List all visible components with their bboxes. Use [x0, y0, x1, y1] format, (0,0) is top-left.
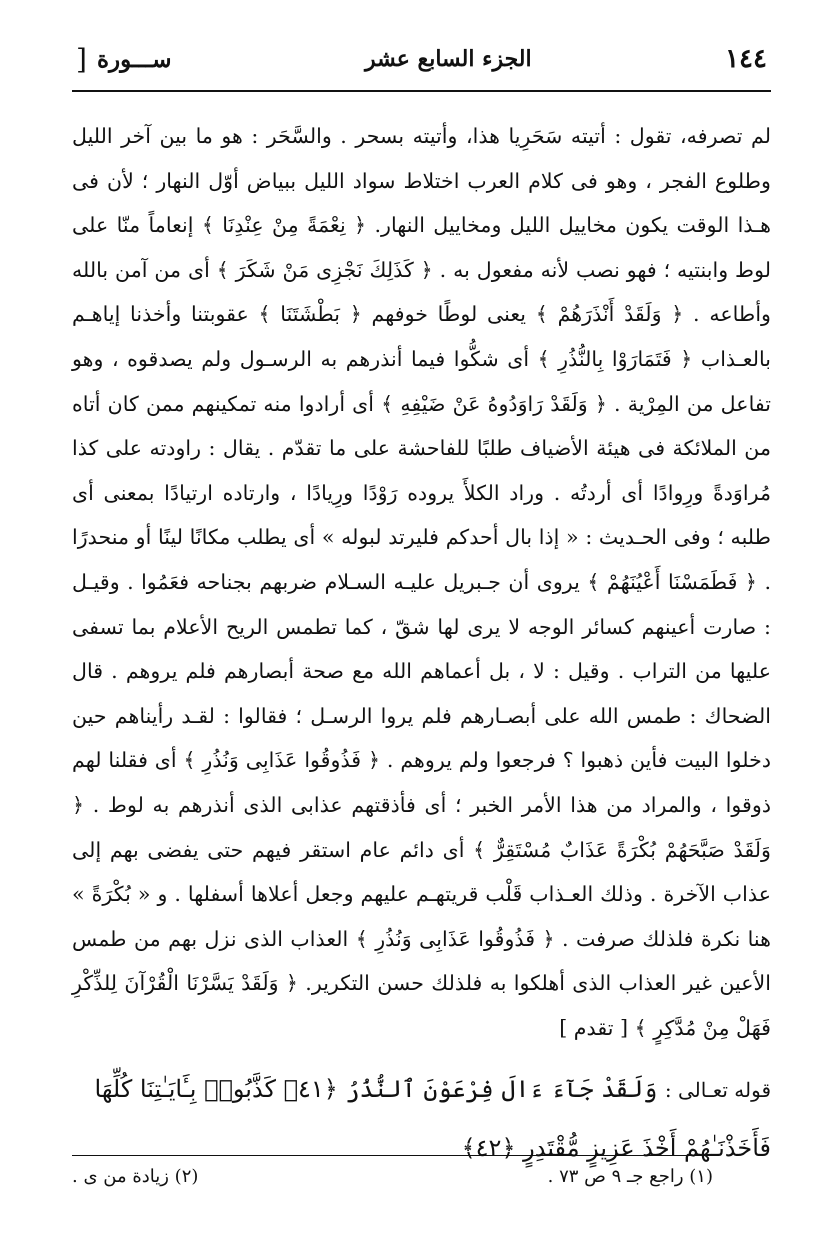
verse-line-2: فَأَخَذْنَـٰهُمْ أَخْذَ عَزِيزٍ مُّقْتَدِرٍ ﴿٤٢﴾ — [461, 1134, 771, 1163]
verse-intro: قوله تعـالى : — [664, 1078, 771, 1103]
verse-line-1 — [72, 1060, 771, 1119]
surah-label-group — [76, 43, 171, 76]
verse-text-1: وَلَقَدْ جَآءَ ءَالَ فِرْعَوْنَ ٱلنُّذُرُ ﴿٤١﴾ كَذَّبُوا۟ بِـَٔايَـٰتِنَا كُلِّهَا — [94, 1075, 658, 1104]
header-bracket: [ — [76, 42, 87, 76]
footnote-2: (٢) زيادة من ى . — [72, 1166, 199, 1187]
running-title: الجزء السابع عشر — [364, 46, 532, 72]
surah-label: ســـورة — [96, 45, 172, 73]
footnote-1: (١) راجع جـ ٩ ص ٧٣ . — [547, 1166, 713, 1187]
commentary-paragraph: لم تصرفه، تقول : أتيته سَحَرِيا هذا، وأتيته بسحر . والسَّحَر : هو ما بين آخر الليل وطلوع الفجر ، وهو فى كلام العرب اختلاط سواد الليل ببياض أوّل النهار ؛ لأن فى هـذا الوقت يكون مخاييل الليل ومخاييل النهار. ﴿ نِعْمَةً مِنْ عِنْدِنَا ﴾ إنعاماً منّا على لوط وابنتيه ؛ فهو نصب لأنه مفعول به . ﴿ كَذَلِكَ نَجْزِى مَنْ شَكَرَ ﴾ أى من آمن بالله وأطاعه . ﴿ وَلَقَدْ أَنْذَرَهُمْ ﴾ يعنى لوطًا خوفهم ﴿ بَطْشَتَنَا ﴾ عقوبتنا وأخذنا إياهـم بالعـذاب ﴿ فَتَمَارَوْا بِالنُّذُرِ ﴾ أى شكُّوا فيما أنذرهم به الرسـول ولم يصدقوه ، وهو تفاعل من المِرْية . ﴿ وَلَقَدْ رَاوَدُوهُ عَنْ ضَيْفِهِ ﴾ أى أرادوا منه تمكينهم ممن كان أتاه من الملائكة فى هيئة الأضياف طلبًا للفاحشة على ما تقدّم . يقال : راودته على كذا مُراوَدةً ورِوادًا أى أردتُه . وراد الكلأَ يروده رَوْدًا ورِيادًا ، وارتاده ارتيادًا بمعنى أى طلبه ؛ وفى الحـديث : « إذا بال أحدكم فليرتد لبوله » أى يطلب مكانًا لينًا أو منحدرًا . ﴿ فَطَمَسْنَا أَعْيُنَهُمْ ﴾ يروى أن جـبريل عليـه السـلام ضربهم بجناحه فعَمُوا . وقيـل : صارت أعينهم كسائر الوجه لا يرى لها شقّ ، كما تطمس الريح الأعلام بما تسفى عليها من التراب . وقيل : لا ، بل أعماهم الله مع صحة أبصارهم فلم يروهم . قال الضحاك : طمس الله على أبصـارهم فلم يروا الرسـل ؛ فقالوا : لقـد رأيناهم حين دخلوا البيت فأين ذهبوا ؟ فرجعوا ولم يروهم . ﴿ فَذُوقُوا عَذَابِى وَنُذُرِ ﴾ أى فقلنا لهم ذوقوا ، والمراد من هذا الأمر الخبر ؛ أى فأذقتهم عذابى الذى أنذرهم به لوط . ﴿ وَلَقَدْ صَبَّحَهُمْ بُكْرَةً عَذَابٌ مُسْتَقِرٌّ ﴾ أى دائم عام استقر فيهم حتى يفضى بهم إلى عذاب الآخرة . وذلك العـذاب قَلْب قريتهـم عليهم وجعل أعلاها أسفلها . و « بُكْرَةً » هنا نكرة فلذلك صرفت . ﴿ فَذُوقُوا عَذَابِى وَنُذُرِ ﴾ العذاب الذى نزل بهم من طمس الأعين غير العذاب الذى أهلكوا به فلذلك حسن التكرير. ﴿ وَلَقَدْ يَسَّرْنَا الْقُرْآنَ لِلذِّكْرِ فَهَلْ مِنْ مُدَّكِرٍ ﴾ [ تقدم ] — [72, 124, 771, 1040]
page-number: ١٤٤ — [725, 44, 767, 74]
commentary-text — [72, 114, 771, 1050]
page-header — [72, 34, 771, 92]
footnotes — [72, 1155, 713, 1187]
